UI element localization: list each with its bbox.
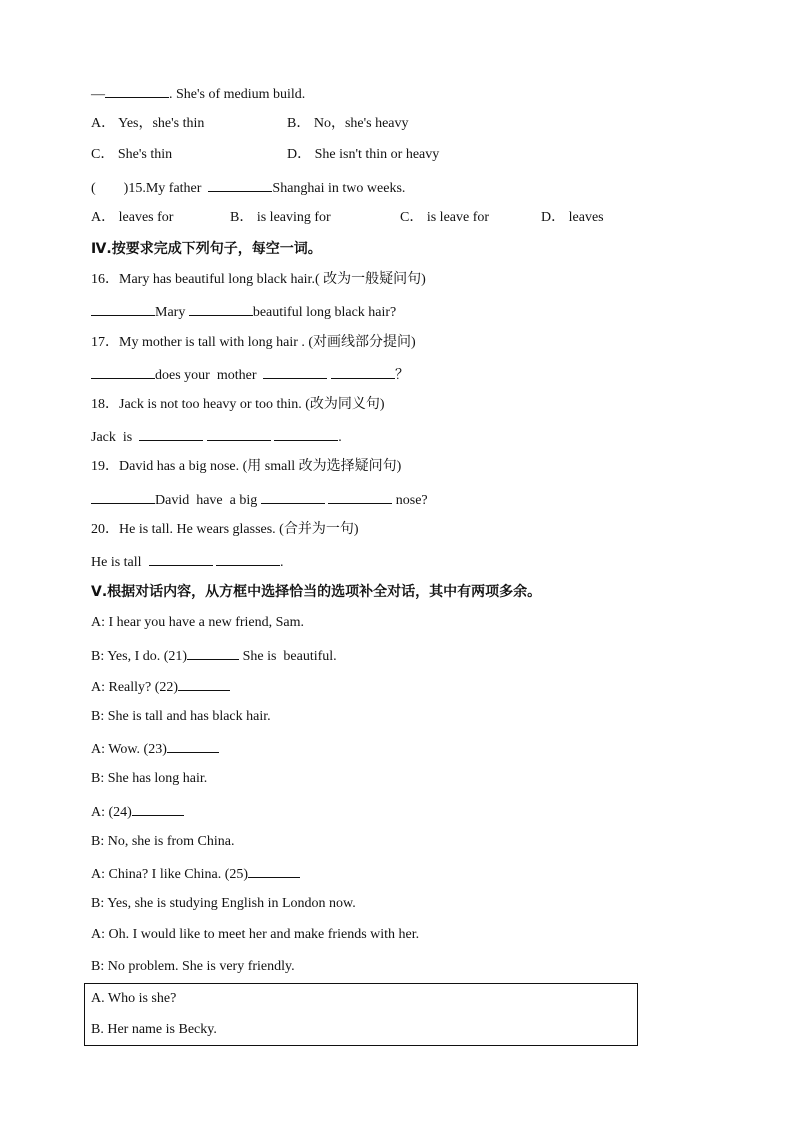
q14-dash: — <box>91 87 105 102</box>
q15-blank[interactable] <box>208 178 272 192</box>
q17-answer-line <box>91 365 409 385</box>
q15-option-c[interactable] <box>400 209 489 227</box>
option-text: is leaving for <box>256 210 331 225</box>
q15-option-d[interactable] <box>541 209 604 227</box>
dialogue-text: A: Wow. (23) <box>91 742 167 757</box>
dialogue-line: B: She has long hair. <box>91 771 208 786</box>
dialogue-line: B: No problem. She is very friendly. <box>91 959 295 974</box>
q16-prompt: 16．Mary has beautiful long black hair.( 改为一般疑问句) <box>91 272 426 287</box>
dialogue-line-23 <box>91 739 219 759</box>
section-4-heading: Ⅳ.按要求完成下列句子，每空一词。 <box>91 241 322 257</box>
q20-prompt: 20．He is tall. He wears glasses. (合并为一句) <box>91 522 359 537</box>
q14-option-a[interactable] <box>91 115 204 133</box>
option-text: No，she's heavy <box>313 116 409 131</box>
q16-blank-1[interactable] <box>91 302 155 316</box>
q14-option-b[interactable] <box>287 115 409 133</box>
q15-option-b[interactable] <box>230 209 331 227</box>
q14-option-c[interactable] <box>91 146 172 164</box>
q15-option-a[interactable] <box>91 209 173 227</box>
dialogue-line: A: I hear you have a new friend, Sam. <box>91 615 305 630</box>
q18-answer-line <box>91 427 342 447</box>
dialogue-text: A: (24) <box>91 805 132 820</box>
q17-prompt: 17．My mother is tall with long hair . (对画线部分提问) <box>91 335 416 350</box>
q18-prompt: 18．Jack is not too heavy or too thin. (改为同义句) <box>91 397 385 412</box>
q20-answer-text: He is tall <box>91 555 149 570</box>
dialogue-line-24 <box>91 802 184 822</box>
option-letter: A． <box>91 210 116 225</box>
q18-blank-2[interactable] <box>207 427 271 441</box>
blank-21[interactable] <box>187 646 239 660</box>
blank-22[interactable] <box>178 677 230 691</box>
dialogue-text: A: China? I like China. (25) <box>91 867 249 882</box>
q14-blank[interactable] <box>105 84 169 98</box>
q16-answer-end: beautiful long black hair? <box>252 305 397 320</box>
blank-23[interactable] <box>167 739 219 753</box>
q19-answer-end: nose? <box>392 493 428 508</box>
blank-24[interactable] <box>132 802 184 816</box>
dialogue-after: She is beautiful. <box>239 649 337 664</box>
q17-answer-text: does your mother <box>155 368 264 383</box>
option-text: is leave for <box>426 210 490 225</box>
option-text: leaves for <box>118 210 174 225</box>
q18-answer-text: Jack is <box>91 430 140 445</box>
section-5-heading: Ⅴ.根据对话内容，从方框中选择恰当的选项补全对话，其中有两项多余。 <box>91 584 542 600</box>
dialogue-line: B: No, she is from China. <box>91 834 235 849</box>
dialogue-line: B: Yes, she is studying English in London now. <box>91 896 356 911</box>
q16-answer-text: Mary <box>155 305 189 320</box>
dialogue-text: B: Yes, I do. (21) <box>91 649 188 664</box>
q17-blank-2[interactable] <box>263 365 327 379</box>
q20-blank-2[interactable] <box>216 552 280 566</box>
option-text: She isn't thin or heavy <box>314 147 440 162</box>
q18-blank-1[interactable] <box>139 427 203 441</box>
box-option-b[interactable]: B. Her name is Becky. <box>91 1022 217 1037</box>
q18-answer-end: . <box>338 430 342 445</box>
option-letter: C． <box>91 147 115 162</box>
q14-option-d[interactable] <box>287 146 439 164</box>
q15-stem-post: Shanghai in two weeks. <box>272 181 406 196</box>
q14-answer-line <box>91 84 305 104</box>
option-letter: D． <box>287 147 312 162</box>
q17-answer-end: ？ <box>394 368 409 383</box>
q19-prompt: 19．David has a big nose. (用 small 改为选择疑问句) <box>91 459 402 474</box>
blank-25[interactable] <box>248 864 300 878</box>
q18-blank-3[interactable] <box>274 427 338 441</box>
q15-stem-pre: 15.My father <box>128 181 209 196</box>
q19-blank-2[interactable] <box>261 490 325 504</box>
option-letter: C． <box>400 210 424 225</box>
dialogue-line: B: She is tall and has black hair. <box>91 709 271 724</box>
option-text: She's thin <box>117 147 173 162</box>
option-text: leaves <box>568 210 604 225</box>
q20-answer-end: . <box>280 555 284 570</box>
dialogue-line-21 <box>91 646 337 666</box>
dialogue-line: A: Oh. I would like to meet her and make friends with her. <box>91 927 420 942</box>
q16-blank-2[interactable] <box>189 302 253 316</box>
box-option-a[interactable]: A. Who is she? <box>91 991 177 1006</box>
q20-blank-1[interactable] <box>149 552 213 566</box>
option-text: Yes，she's thin <box>118 116 205 131</box>
option-letter: B． <box>230 210 254 225</box>
q14-answer-tail: . She's of medium build. <box>169 87 306 102</box>
q17-blank-3[interactable] <box>331 365 395 379</box>
q19-answer-line <box>91 490 428 510</box>
dialogue-line-25 <box>91 864 300 884</box>
option-letter: A． <box>91 116 116 131</box>
q16-answer-line <box>91 302 396 322</box>
dialogue-line-22 <box>91 677 230 697</box>
q17-blank-1[interactable] <box>91 365 155 379</box>
q19-blank-3[interactable] <box>328 490 392 504</box>
options-box <box>84 983 638 1046</box>
q15-stem <box>91 178 405 198</box>
q15-answer-paren[interactable]: ( ) <box>91 181 129 196</box>
option-letter: D． <box>541 210 566 225</box>
q20-answer-line <box>91 552 284 572</box>
dialogue-text: A: Really? (22) <box>91 680 179 695</box>
option-letter: B． <box>287 116 311 131</box>
q19-blank-1[interactable] <box>91 490 155 504</box>
q19-answer-text: David have a big <box>155 493 261 508</box>
